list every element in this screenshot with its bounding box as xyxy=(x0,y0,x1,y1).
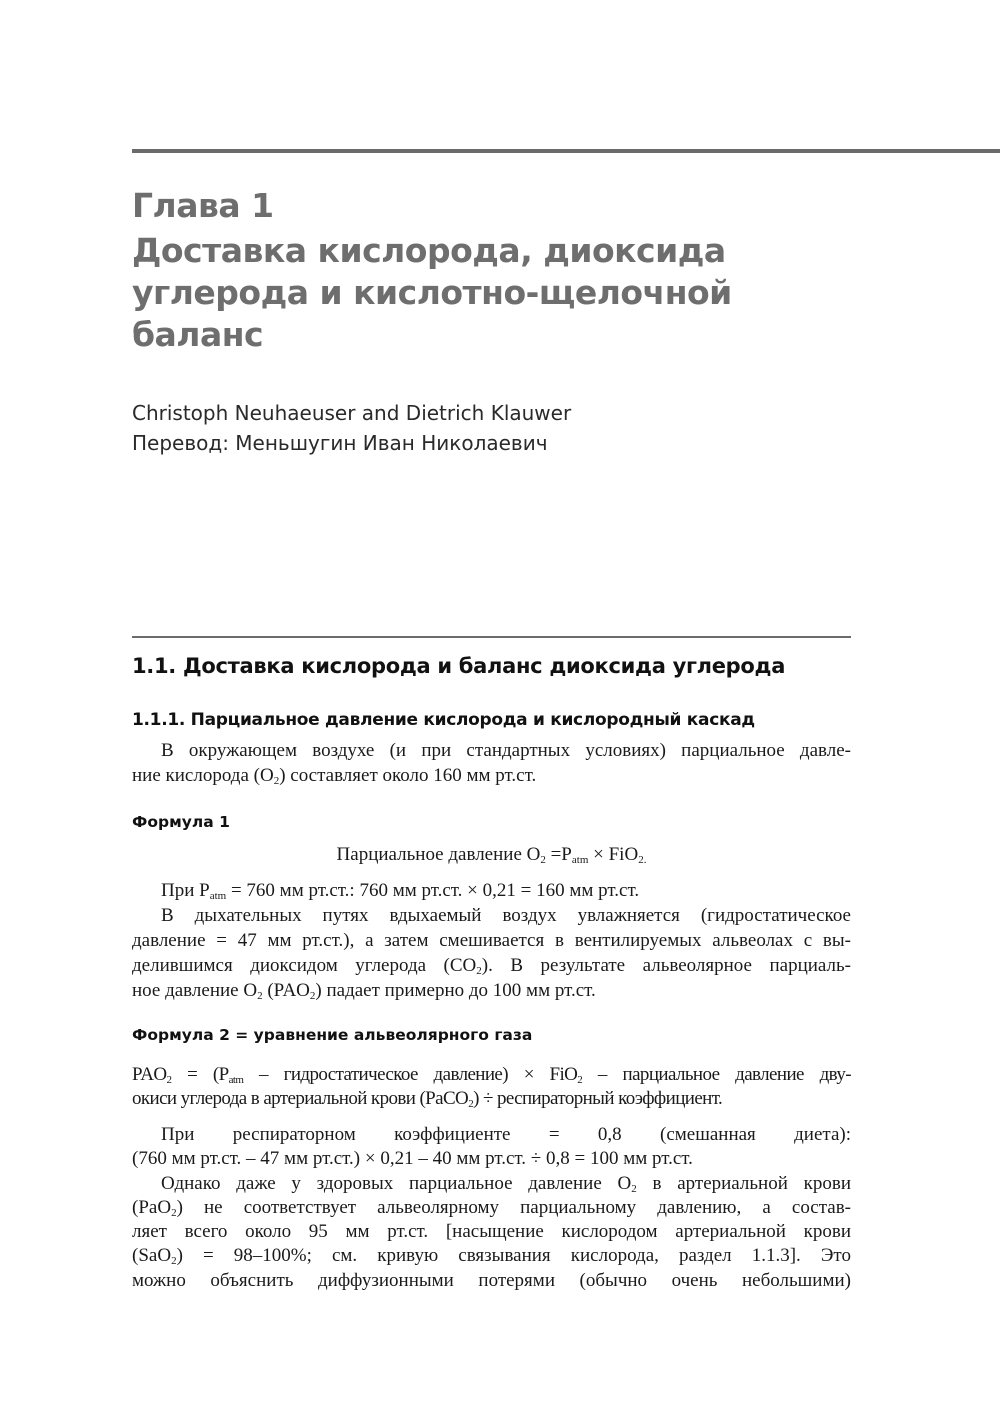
formula-2-line: окиси углерода в артериальной крови (PaCO$_2$) ÷ респираторный коэффициент. xyxy=(132,1088,723,1110)
paragraph-line: При респираторном коэффициенте = 0,8 (смешанная диета): xyxy=(161,1124,851,1145)
formula-2-line: $PAO_2 = (P_{atm}$ – гидростатическое давление) × FiO$_2$ – парциальное давление дву- xyxy=(132,1064,851,1086)
formula-1-label: Формула 1 xyxy=(132,813,230,831)
section-rule xyxy=(132,636,851,638)
formula-1-calculation: При $P_{atm} = 760$ мм рт.ст.: 760 мм рт.ст. × 0,21 = 160 мм рт.ст. xyxy=(161,880,640,902)
paragraph-line: (PaO$_2$) не соответствует альвеолярному парциальному давлению, а состав- xyxy=(132,1197,851,1219)
subsection-heading: 1.1.1. Парциальное давление кислорода и кислородный каскад xyxy=(132,710,755,730)
paragraph-line: Однако даже у здоровых парциальное давление $O_2$ в артериальной крови xyxy=(161,1173,851,1195)
paragraph-line: (SaO$_2$) = 98–100%; см. кривую связывания кислорода, раздел 1.1.3]. Это xyxy=(132,1245,851,1267)
translator: Перевод: Меньшугин Иван Николаевич xyxy=(132,431,548,455)
paragraph-line: ляет всего около 95 мм рт.ст. [насыщение кислородом артериальной крови xyxy=(132,1221,851,1242)
paragraph-line: давление = 47 мм рт.ст.), а затем смешивается в вентилируемых альвеолах с вы- xyxy=(132,930,851,951)
paragraph-line: ние кислорода $(O_2)$ составляет около 160 мм рт.ст. xyxy=(132,765,537,787)
chapter-title-line: баланс xyxy=(132,315,264,354)
chapter-title-line: Доставка кислорода, диоксида xyxy=(132,231,726,270)
paragraph-line: В дыхательных путях вдыхаемый воздух увлажняется (гидростатическое xyxy=(161,905,851,926)
authors: Christoph Neuhaeuser and Dietrich Klauwer xyxy=(132,401,572,425)
paragraph-line: можно объяснить диффузионными потерями (обычно очень небольшими) xyxy=(132,1270,851,1291)
chapter-top-rule xyxy=(132,149,1000,153)
paragraph-line: В окружающем воздухе (и при стандартных условиях) парциальное давле- xyxy=(161,740,851,761)
paragraph-line: (760 мм рт.ст. – 47 мм рт.ст.) × 0,21 – 40 мм рт.ст. ÷ 0,8 = 100 мм рт.ст. xyxy=(132,1148,693,1169)
formula-2-label: Формула 2 = уравнение альвеолярного газа xyxy=(132,1026,533,1044)
chapter-label: Глава 1 xyxy=(132,186,274,225)
formula-1: Парциальное давление $O_2 =P_{atm} \times FiO_{2.}$ xyxy=(336,844,647,866)
chapter-title-line: углерода и кислотно-щелочной xyxy=(132,273,732,312)
authors-block xyxy=(132,398,571,458)
paragraph-line: делившимся диоксидом углерода $(CO_2)$. В результате альвеолярное парциаль- xyxy=(132,955,851,977)
paragraph-line: ное давление $O_2$ $(PAO_2)$ падает примерно до 100 мм рт.ст. xyxy=(132,980,596,1002)
section-heading: 1.1. Доставка кислорода и баланс диоксида углерода xyxy=(132,654,786,678)
chapter-title xyxy=(132,230,912,356)
